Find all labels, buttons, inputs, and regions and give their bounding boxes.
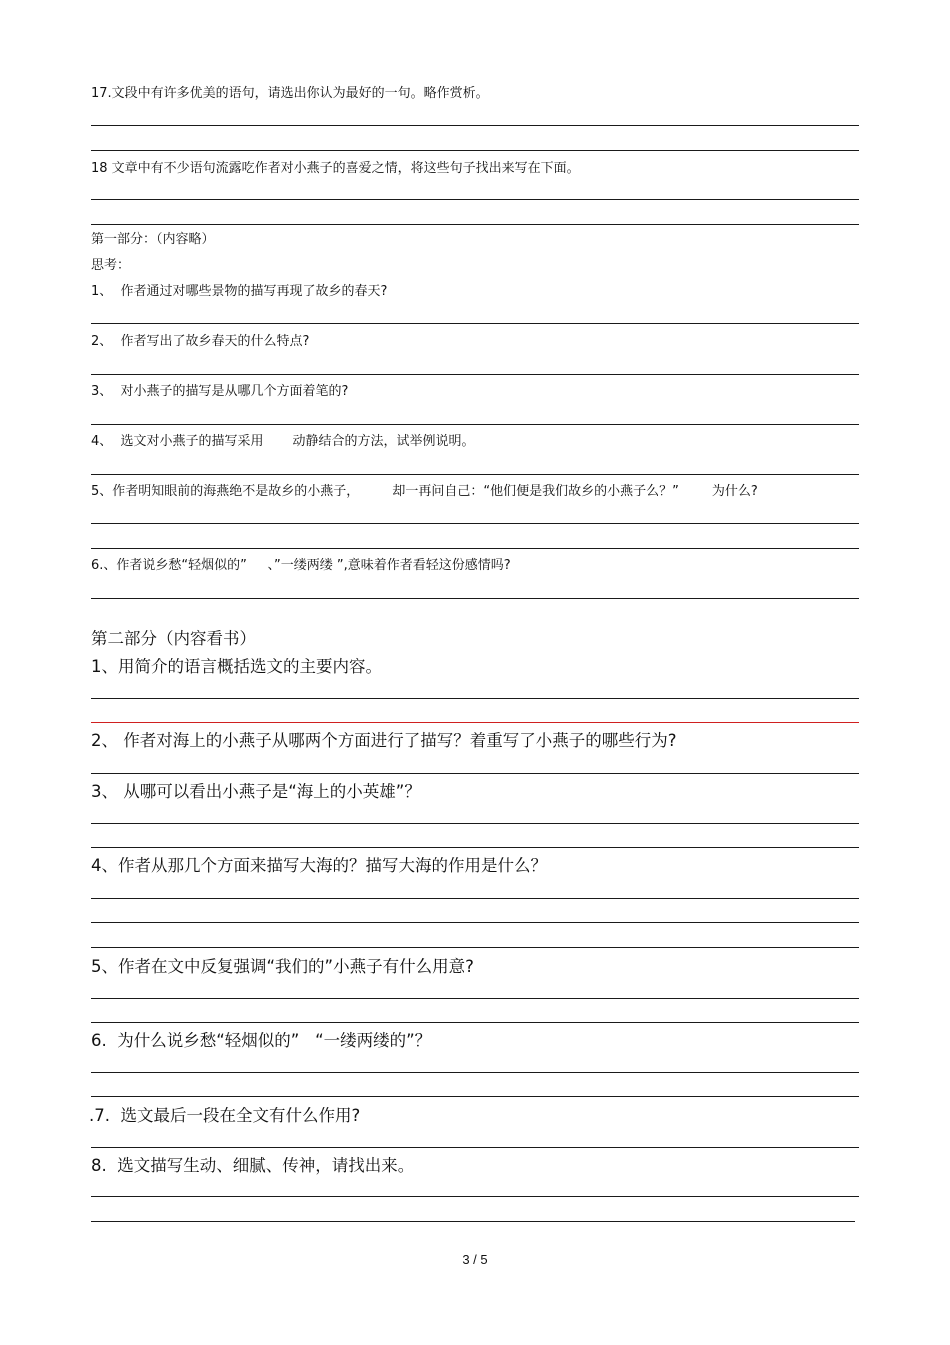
answer-line bbox=[91, 823, 859, 824]
part2-question-6: 6. 为什么说乡愁“轻烟似的” “一缕两缕的”？ bbox=[91, 1031, 432, 1050]
answer-line bbox=[91, 698, 859, 699]
answer-line bbox=[91, 773, 859, 774]
part2-question-1: 1、用简介的语言概括选文的主要内容。 bbox=[91, 657, 382, 676]
page-number: 3 / 5 bbox=[462, 1252, 488, 1267]
answer-line bbox=[91, 598, 859, 599]
answer-line bbox=[91, 847, 859, 848]
question-17: 17.文段中有许多优美的语句，请选出你认为最好的一句。略作赏析。 bbox=[91, 86, 489, 101]
part1-heading: 第一部分：（内容略） bbox=[91, 232, 215, 247]
answer-line bbox=[91, 922, 859, 923]
part1-question-5: 5、作者明知眼前的海燕绝不是故乡的小燕子， 却一再问自己：“他们便是我们故乡的小燕子么？” 为什么? bbox=[91, 484, 758, 499]
question-18: 18 文章中有不少语句流露吃作者对小燕子的喜爱之情，将这些句子找出来写在下面。 bbox=[91, 161, 580, 176]
answer-line bbox=[91, 125, 859, 126]
part2-question-7: .7. 选文最后一段在全文有什么作用? bbox=[89, 1106, 361, 1125]
answer-line bbox=[91, 1096, 859, 1097]
part1-question-1: 1、 作者通过对哪些景物的描写再现了故乡的春天? bbox=[91, 284, 388, 299]
answer-line bbox=[91, 224, 859, 225]
part1-question-3: 3、 对小燕子的描写是从哪几个方面着笔的? bbox=[91, 384, 349, 399]
part2-question-2: 2、 作者对海上的小燕子从哪两个方面进行了描写？着重写了小燕子的哪些行为? bbox=[91, 731, 677, 750]
part1-question-2: 2、 作者写出了故乡春天的什么特点? bbox=[91, 334, 310, 349]
answer-line bbox=[91, 424, 859, 425]
answer-line bbox=[91, 1221, 855, 1222]
answer-line bbox=[91, 374, 859, 375]
answer-line bbox=[91, 323, 859, 324]
answer-line bbox=[91, 1196, 859, 1197]
part1-question-4: 4、 选文对小燕子的描写采用 动静结合的方法，试举例说明。 bbox=[91, 434, 475, 449]
answer-line bbox=[91, 898, 859, 899]
part1-think-label: 思考： bbox=[91, 258, 131, 273]
part2-question-5: 5、作者在文中反复强调“我们的”小燕子有什么用意? bbox=[91, 957, 474, 976]
part1-question-6: 6.、作者说乡愁“轻烟似的” 、”一缕两缕 ”,意味着作者看轻这份感情吗? bbox=[91, 558, 511, 573]
answer-line bbox=[91, 523, 859, 524]
answer-line bbox=[91, 548, 859, 549]
part2-question-4: 4、作者从那几个方面来描写大海的？描写大海的作用是什么？ bbox=[91, 856, 547, 875]
part2-heading: 第二部分（内容看书） bbox=[91, 629, 256, 648]
answer-line bbox=[91, 474, 859, 475]
answer-line bbox=[91, 1022, 859, 1023]
part2-question-8: 8. 选文描写生动、细腻、传神，请找出来。 bbox=[91, 1156, 415, 1175]
answer-line bbox=[91, 1147, 859, 1148]
part2-question-3: 3、 从哪可以看出小燕子是“海上的小英雄”？ bbox=[91, 782, 421, 801]
answer-line bbox=[91, 947, 859, 948]
answer-line bbox=[91, 1072, 859, 1073]
answer-line-red bbox=[91, 722, 859, 723]
answer-line bbox=[91, 150, 859, 151]
answer-line bbox=[91, 199, 859, 200]
answer-line bbox=[91, 998, 859, 999]
